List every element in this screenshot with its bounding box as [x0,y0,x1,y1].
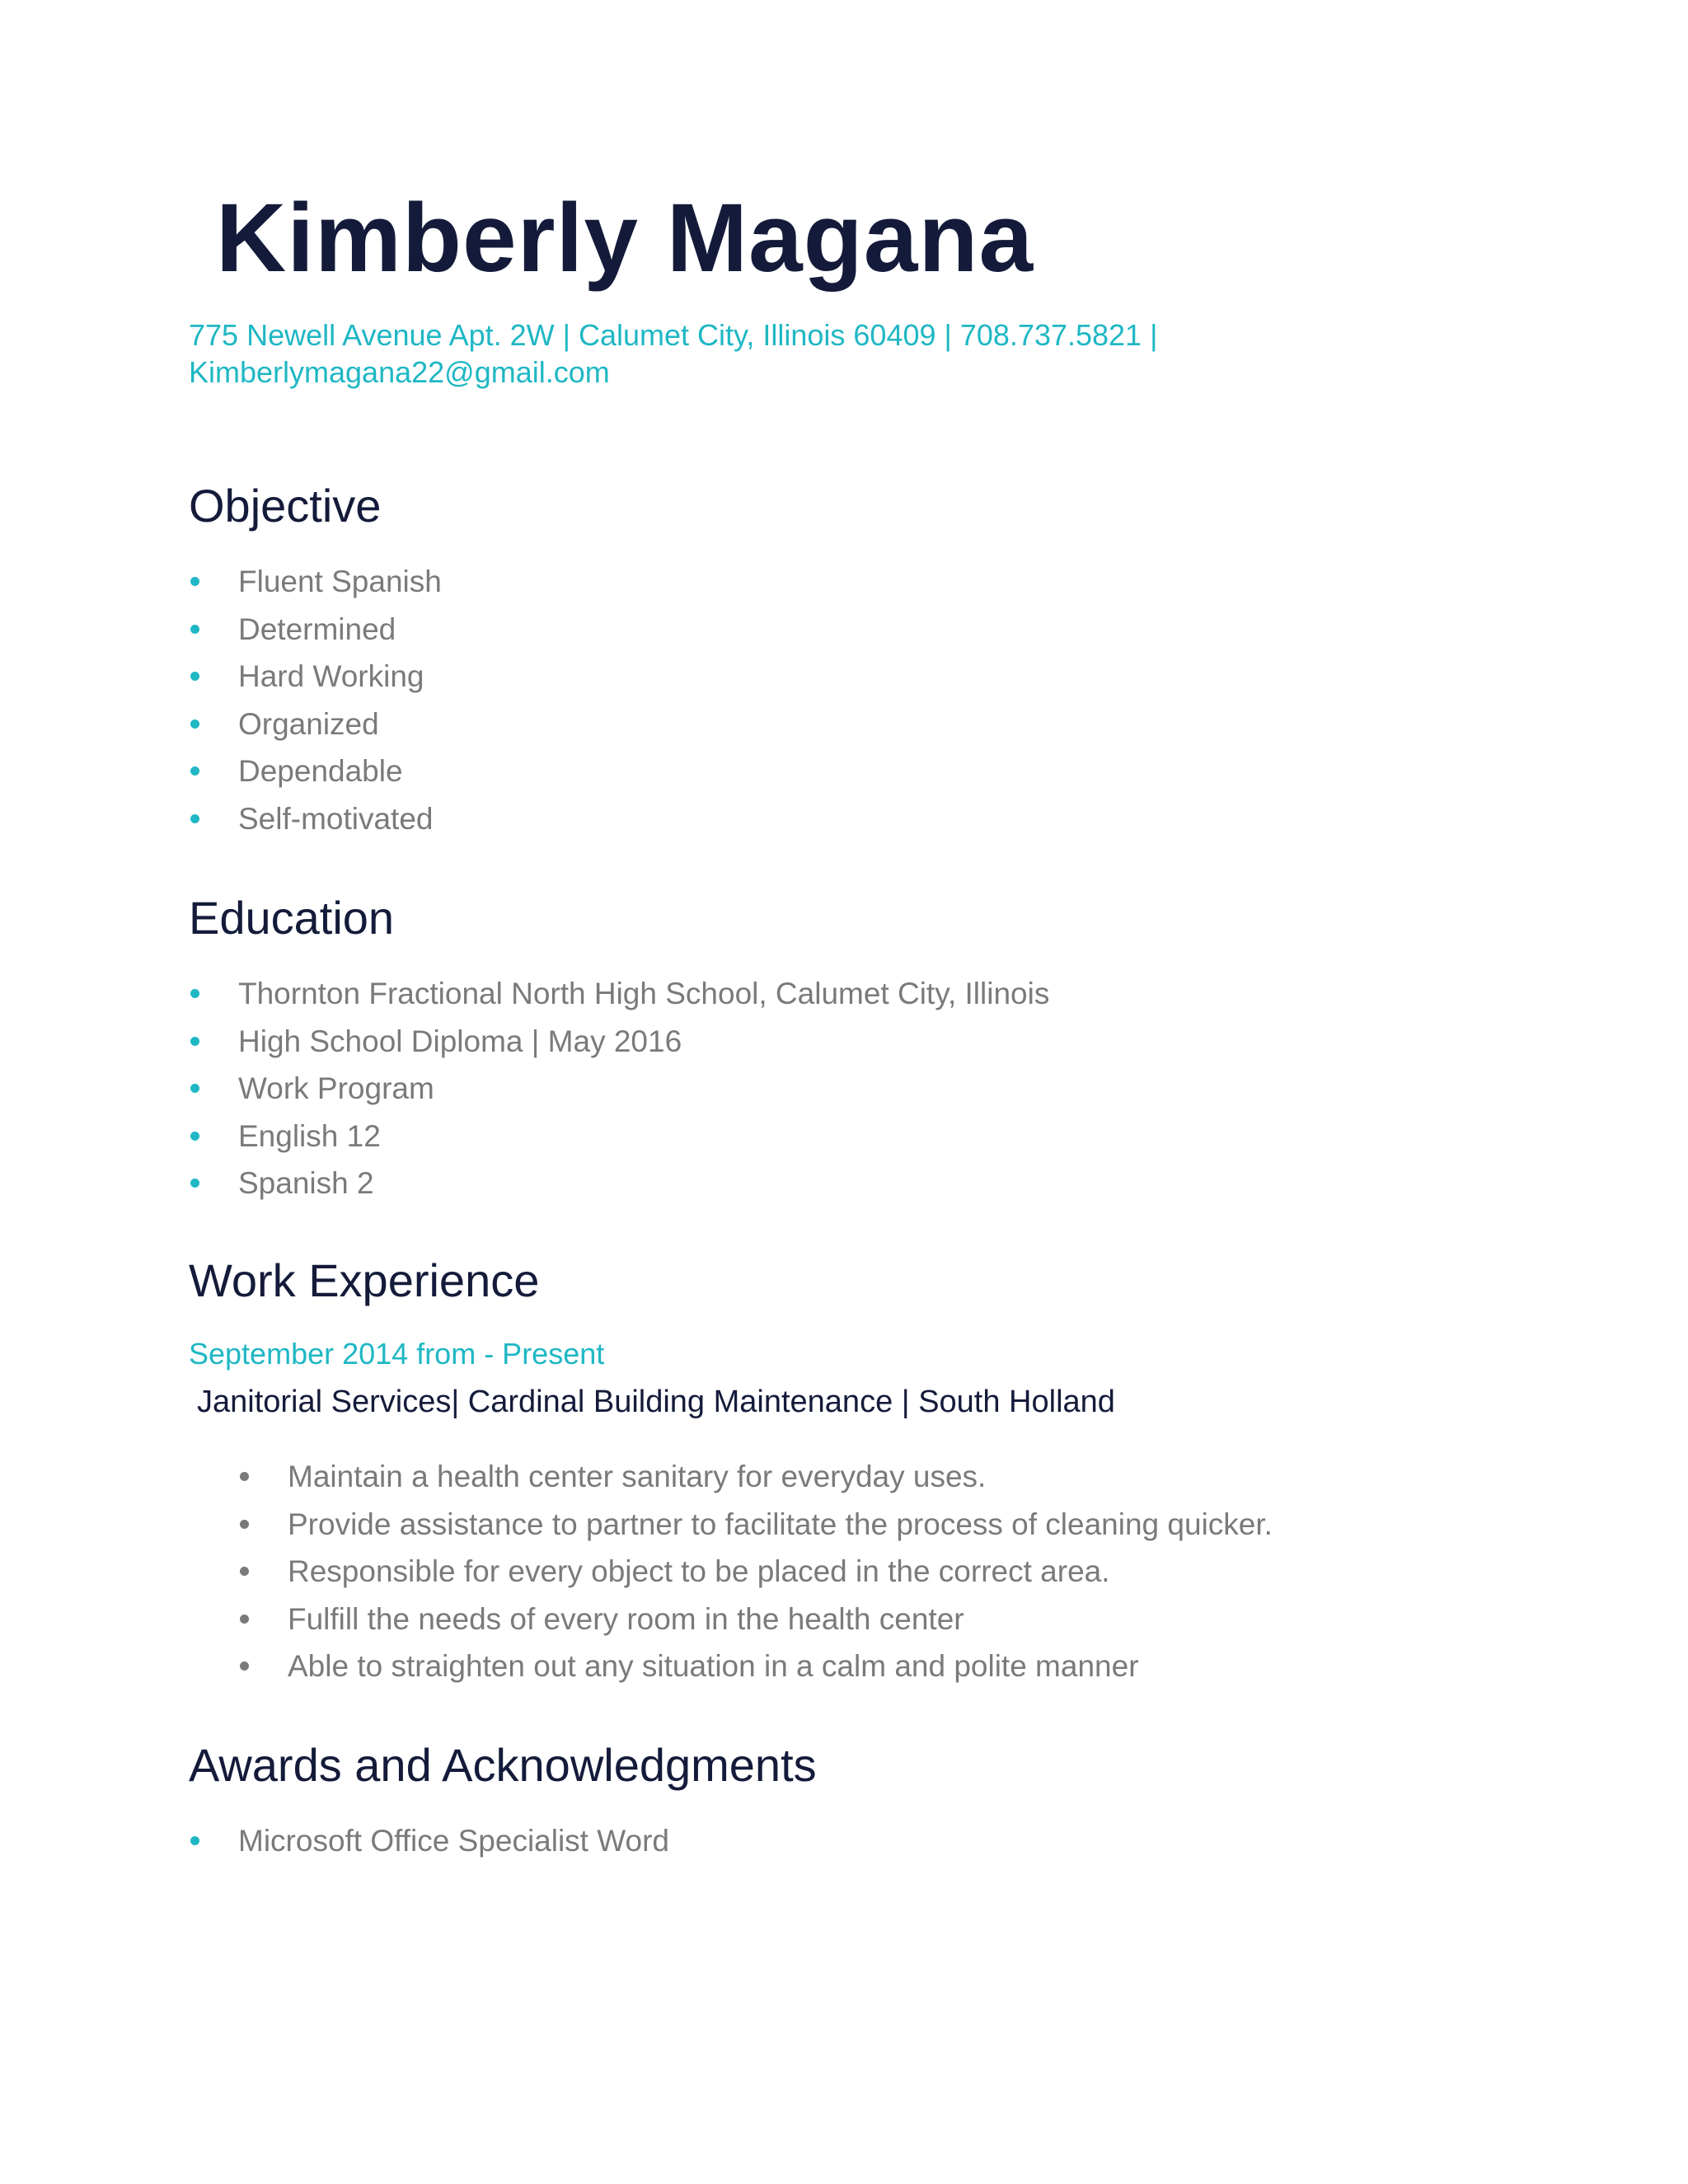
list-item-text: Microsoft Office Specialist Word [238,1824,669,1858]
list-item-text: Determined [238,612,396,646]
bullet-icon [190,577,199,586]
bullet-icon [240,1472,249,1481]
bullet-icon [190,625,199,634]
bullet-icon [190,719,199,729]
list-item-text: Dependable [238,754,403,789]
list-item [238,795,442,843]
list-item-text: Hard Working [238,659,424,694]
list-item-text: Spanish 2 [238,1166,374,1201]
list-item [238,653,442,701]
awards-list [238,1817,669,1865]
list-item [288,1548,1273,1596]
bullet-icon [190,1836,199,1845]
list-item [238,1065,1049,1113]
list-item-text: English 12 [238,1118,381,1153]
bullet-icon [190,1179,199,1188]
job-title: Janitorial Services| Cardinal Building Maintenance | South Holland [197,1385,1115,1419]
bullet-icon [190,1132,199,1141]
job-date-range: September 2014 from - Present [189,1337,605,1371]
list-item-text: Organized [238,706,379,741]
list-item [238,970,1049,1018]
bullet-icon [190,766,199,776]
bullet-icon [240,1615,249,1624]
list-item [238,1018,1049,1066]
bullet-icon [190,814,199,823]
list-item-text: Work Program [238,1071,434,1106]
job-duties-list [288,1453,1273,1690]
bullet-icon [240,1567,249,1576]
list-item-text: Provide assistance to partner to facilitate the process of cleaning quicker. [288,1507,1273,1541]
list-item [288,1643,1273,1690]
list-item-text: Responsible for every object to be placed in the correct area. [288,1554,1110,1589]
work-experience-heading: Work Experience [189,1254,540,1306]
resume-name: Kimberly Magana [216,184,1034,293]
education-list [238,970,1049,1207]
bullet-icon [190,1037,199,1046]
bullet-icon [190,989,199,998]
objective-list [238,558,442,843]
list-item [238,1113,1049,1160]
bullet-icon [190,672,199,681]
list-item-text: High School Diploma | May 2016 [238,1024,682,1058]
list-item-text: Self-motivated [238,801,434,836]
list-item [288,1501,1273,1549]
list-item-text: Able to straighten out any situation in a calm and polite manner [288,1649,1139,1684]
bullet-icon [240,1661,249,1671]
objective-heading: Objective [189,480,382,532]
list-item [238,558,442,606]
contact-email: Kimberlymagana22@gmail.com [189,355,610,389]
bullet-icon [240,1520,249,1529]
list-item-text: Fluent Spanish [238,565,442,598]
list-item [288,1596,1273,1643]
education-heading: Education [189,892,395,944]
list-item [288,1453,1273,1501]
bullet-icon [190,1084,199,1093]
list-item [238,748,442,795]
list-item [238,701,442,748]
awards-heading: Awards and Acknowledgments [189,1739,817,1791]
list-item [238,1817,669,1865]
contact-info [189,316,1425,391]
contact-address-line: 775 Newell Avenue Apt. 2W | Calumet City, Illinois 60409 | 708.737.5821 | [189,318,1158,352]
list-item-text: Fulfill the needs of every room in the health center [288,1601,964,1636]
list-item [238,1160,1049,1207]
list-item-text: Thornton Fractional North High School, Calumet City, Illinois [238,977,1050,1010]
list-item [238,606,442,654]
list-item-text: Maintain a health center sanitary for everyday uses. [288,1460,987,1493]
